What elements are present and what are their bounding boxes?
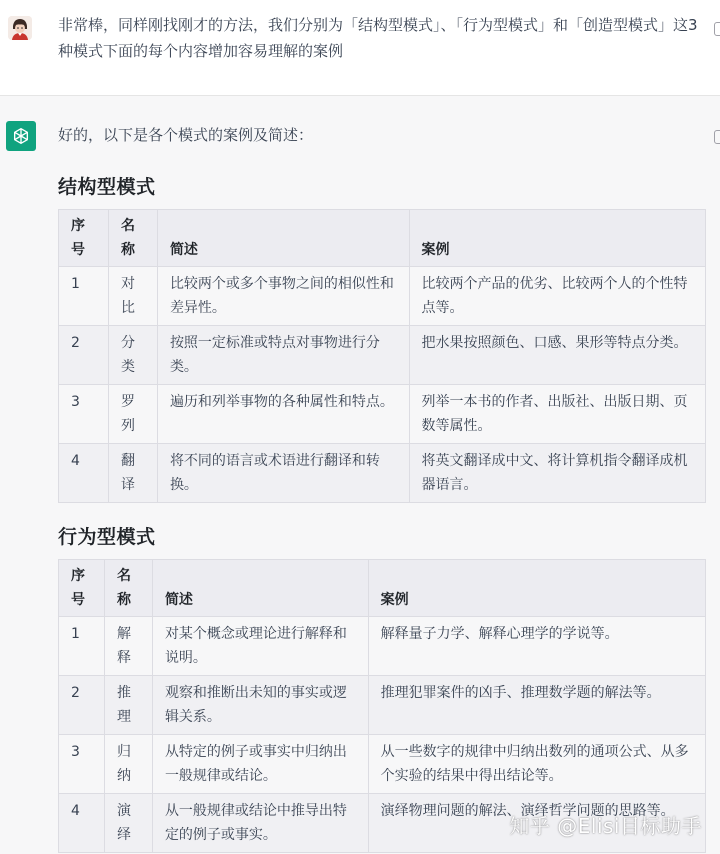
cell-name: 解释	[104, 617, 152, 676]
cell-example: 列举一本书的作者、出版社、出版日期、页数等属性。	[409, 385, 706, 444]
cell-name: 罗列	[108, 385, 157, 444]
table-row	[59, 326, 706, 385]
table-row	[59, 617, 706, 676]
header-name: 名称	[104, 560, 152, 617]
table-header-row	[59, 560, 706, 617]
cell-index: 3	[59, 385, 109, 444]
table-row	[59, 267, 706, 326]
cell-index: 4	[59, 794, 105, 853]
cell-description: 遍历和列举事物的各种属性和特点。	[157, 385, 409, 444]
section-title-behavioral: 行为型模式	[58, 526, 156, 548]
cell-description: 将不同的语言或术语进行翻译和转换。	[157, 444, 409, 503]
zhihu-watermark: 知乎 @Elisi目标助手	[509, 814, 702, 838]
cell-description: 从一般规律或结论中推导出特定的例子或事实。	[152, 794, 368, 853]
cell-name: 对比	[108, 267, 157, 326]
cell-description: 观察和推断出未知的事实或逻辑关系。	[152, 676, 368, 735]
cell-example: 把水果按照颜色、口感、果形等特点分类。	[409, 326, 706, 385]
user-avatar-icon	[8, 16, 32, 40]
cell-description: 对某个概念或理论进行解释和说明。	[152, 617, 368, 676]
table-row	[59, 444, 706, 503]
cell-example: 将英文翻译成中文、将计算机指令翻译成机器语言。	[409, 444, 706, 503]
cell-index: 3	[59, 735, 105, 794]
cell-description: 比较两个或多个事物之间的相似性和差异性。	[157, 267, 409, 326]
header-description: 简述	[152, 560, 368, 617]
header-index: 序号	[59, 560, 105, 617]
user-message-text: 非常棒，同样刚找刚才的方法，我们分别为「结构型模式」、「行为型模式」和「创造型模式」这3种模式下面的每个内容增加容易理解的案例	[58, 16, 698, 60]
cell-example: 从一些数字的规律中归纳出数列的通项公式、从多个实验的结果中得出结论等。	[368, 735, 705, 794]
cell-description: 按照一定标准或特点对事物进行分类。	[157, 326, 409, 385]
table-row	[59, 735, 706, 794]
table-row	[59, 676, 706, 735]
cell-index: 2	[59, 676, 105, 735]
edit-icon[interactable]	[714, 22, 720, 36]
cell-name: 演绎	[104, 794, 152, 853]
header-description: 简述	[157, 210, 409, 267]
cell-name: 推理	[104, 676, 152, 735]
header-example: 案例	[409, 210, 706, 267]
cell-name: 分类	[108, 326, 157, 385]
cell-example: 解释量子力学、解释心理学的学说等。	[368, 617, 705, 676]
table-row	[59, 385, 706, 444]
cell-name: 归纳	[104, 735, 152, 794]
cell-index: 4	[59, 444, 109, 503]
header-name: 名称	[108, 210, 157, 267]
cell-index: 1	[59, 267, 109, 326]
structural-patterns-table	[58, 209, 706, 503]
user-message-row	[0, 0, 720, 96]
behavioral-patterns-table	[58, 559, 706, 853]
cell-example: 比较两个产品的优劣、比较两个人的个性特点等。	[409, 267, 706, 326]
cell-example: 推理犯罪案件的凶手、推理数学题的解法等。	[368, 676, 705, 735]
cell-description: 从特定的例子或事实中归纳出一般规律或结论。	[152, 735, 368, 794]
header-index: 序号	[59, 210, 109, 267]
header-example: 案例	[368, 560, 705, 617]
table-header-row	[59, 210, 706, 267]
section-title-structural: 结构型模式	[58, 176, 156, 198]
cell-name: 翻译	[108, 444, 157, 503]
copy-icon[interactable]	[714, 130, 720, 144]
assistant-intro-text: 好的，以下是各个模式的案例及简述：	[58, 126, 314, 144]
cell-index: 2	[59, 326, 109, 385]
openai-logo-icon	[6, 121, 36, 151]
cell-example: 演绎物理问题的解法、演绎哲学问题的思路等。	[368, 794, 705, 853]
cell-index: 1	[59, 617, 105, 676]
